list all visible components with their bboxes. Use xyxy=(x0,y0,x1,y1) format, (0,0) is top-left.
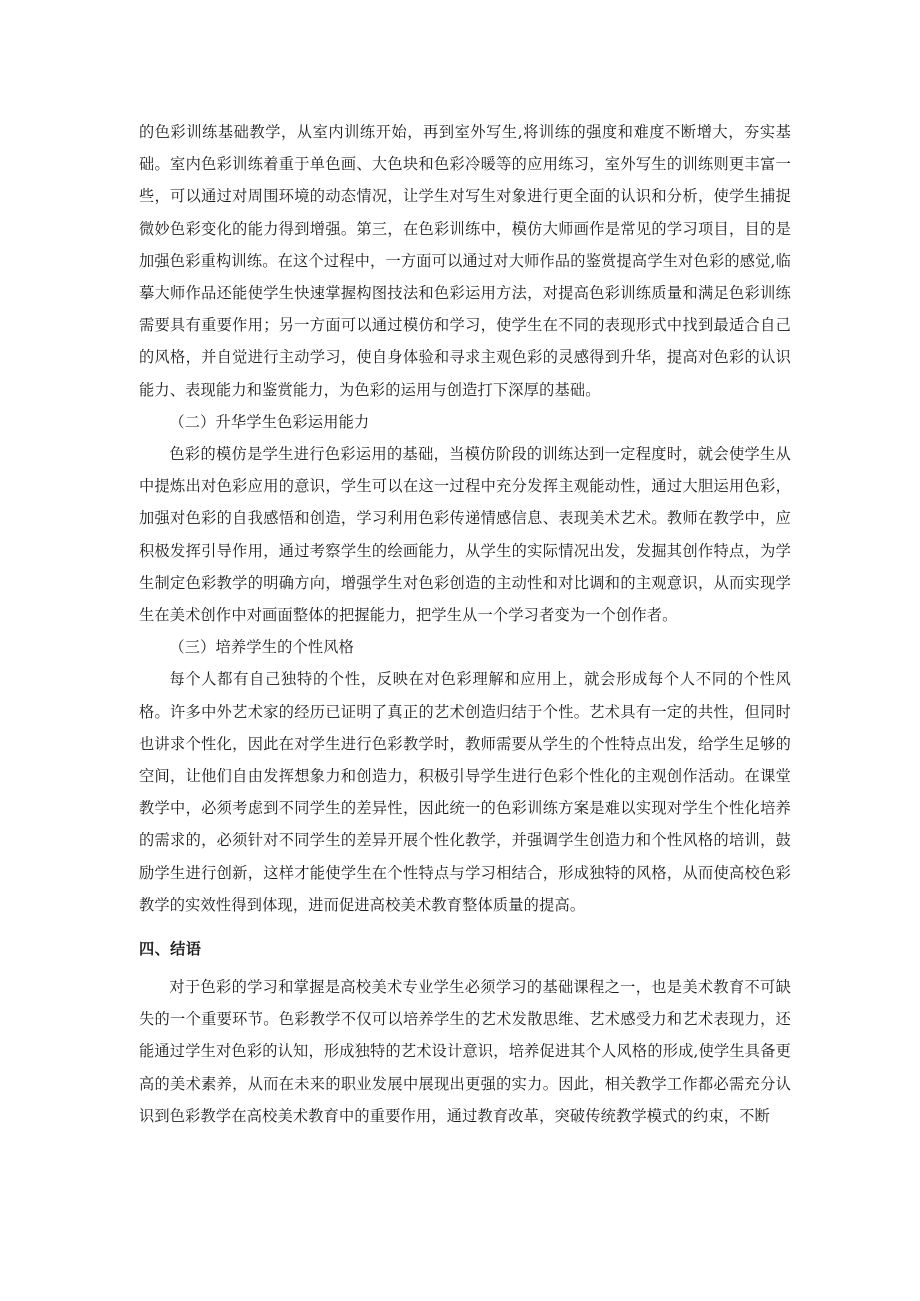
document-body xyxy=(139,116,791,1132)
body-paragraph-personal-style: 每个人都有自己独特的个性，反映在对色彩理解和应用上，就会形成每个人不同的个性风格。许多中外艺术家的经历已证明了真正的艺术创造归结于个性。艺术具有一定的共性，但同时也讲求个性化，因此在对学生进行色彩教学时，教师需要从学生的个性特点出发，给学生足够的空间，让他们自由发挥想象力和创造力，积极引导学生进行色彩个性化的主观创作活动。在课堂教学中，必须考虑到不同学生的差异性，因此统一的色彩训练方案是难以实现对学生个性化培养的需求的，必须针对不同学生的差异开展个性化教学，并强调学生创造力和个性风格的培训，鼓励学生进行创新，这样才能使学生在个性特点与学习相结合，形成独特的风格，从而使高校色彩教学的实效性得到体现，进而促进高校美术教育整体质量的提高。 xyxy=(139,670,791,914)
body-paragraph-continued: 的色彩训练基础教学，从室内训练开始，再到室外写生,将训练的强度和难度不断增大，夯实基础。室内色彩训练着重于单色画、大色块和色彩冷暖等的应用练习，室外写生的训练则更丰富一些，可以通过对周围环境的动态情况，让学生对写生对象进行更全面的认识和分析，使学生捕捉微妙色彩变化的能力得到增强。第三，在色彩训练中，模仿大师画作是常见的学习项目，目的是加强色彩重构训练。在这个过程中，一方面可以通过对大师作品的鉴赏提高学生对色彩的感觉,临摹大师作品还能使学生快速掌握构图技法和色彩运用方法，对提高色彩训练质量和满足色彩训练需要具有重要作用；另一方面可以通过模仿和学习，使学生在不同的表现形式中找到最适合自己的风格，并自觉进行主动学习，使自身体验和寻求主观色彩的灵感得到升华，提高对色彩的认识能力、表现能力和鉴赏能力，为色彩的运用与创造打下深厚的基础。 xyxy=(139,123,791,399)
section-heading-conclusion: 四、结语 xyxy=(139,940,202,959)
body-paragraph-color-application: 色彩的模仿是学生进行色彩运用的基础，当模仿阶段的训练达到一定程度时，就会使学生从中提炼出对色彩应用的意识，学生可以在这一过程中充分发挥主观能动性，通过大胆运用色彩，加强对色彩的自我感悟和创造，学习利用色彩传递情感信息、表现美术艺术。教师在教学中，应积极发挥引导作用，通过考察学生的绘画能力，从学生的实际情况出发，发掘其创作特点，为学生制定色彩教学的明确方向，增强学生对色彩创造的主动性和对比调和的主观意识，从而实现学生在美术创作中对画面整体的把握能力，把学生从一个学习者变为一个创作者。 xyxy=(139,445,791,625)
subsection-heading-2: （二）升华学生色彩运用能力 xyxy=(169,412,370,431)
body-paragraph-conclusion: 对于色彩的学习和掌握是高校美术专业学生必须学习的基础课程之一，也是美术教育不可缺失的一个重要环节。色彩教学不仅可以培养学生的艺术发散思维、艺术感受力和艺术表现力，还能通过学生对色彩的认知，形成独特的艺术设计意识，培养促进其个人风格的形成,使学生具备更高的美术素养，从而在未来的职业发展中展现出更强的实力。因此，相关教学工作都必需充分认识到色彩教学在高校美术教育中的重要作用，通过教育改革，突破传统教学模式的约束，不断 xyxy=(139,978,791,1125)
subsection-heading-3: （三）培养学生的个性风格 xyxy=(169,638,355,657)
